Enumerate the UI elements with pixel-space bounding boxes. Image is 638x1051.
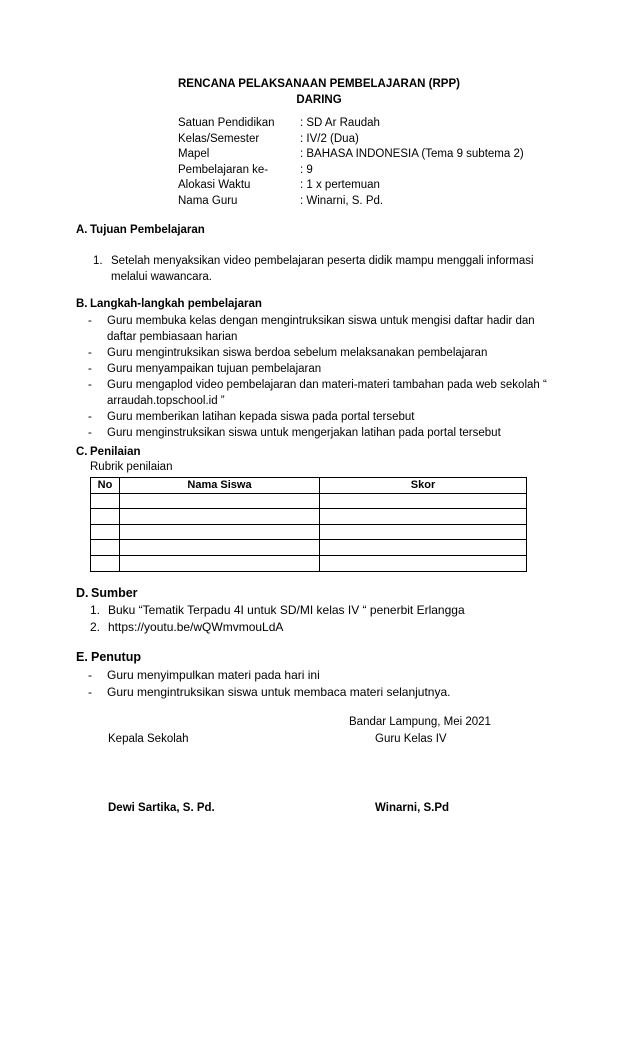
identity-label: Pembelajaran ke- bbox=[178, 163, 269, 176]
item-text-line: melalui wawancara. bbox=[111, 271, 212, 283]
item-text-line: Setelah menyaksikan video pembelajaran peserta didik mampu menggali informasi bbox=[111, 255, 534, 267]
section-c-heading bbox=[76, 446, 141, 458]
section-letter: B. bbox=[76, 298, 88, 310]
list-item bbox=[88, 409, 558, 425]
rubric-table bbox=[90, 477, 527, 572]
steps-list bbox=[88, 313, 558, 441]
item-number: 1. bbox=[93, 255, 103, 267]
section-e-heading bbox=[76, 650, 141, 664]
identity-label: Mapel bbox=[178, 148, 210, 161]
list-item bbox=[88, 361, 558, 377]
place-date: Bandar Lampung, Mei 2021 bbox=[349, 716, 491, 728]
item-text-line: daftar pembiasaan harian bbox=[107, 331, 238, 343]
table-cell[interactable] bbox=[320, 540, 527, 556]
table-cell[interactable] bbox=[120, 540, 320, 556]
bullet-dash: - bbox=[88, 685, 92, 699]
table-caption: Rubrik penilaian bbox=[90, 461, 173, 473]
bullet-dash: - bbox=[88, 411, 92, 423]
bullet-dash: - bbox=[88, 668, 92, 682]
column-header-no: No bbox=[91, 478, 120, 494]
identity-label: Kelas/Semester bbox=[178, 132, 260, 145]
principal-name: Dewi Sartika, S. Pd. bbox=[108, 802, 215, 814]
table-cell[interactable] bbox=[320, 493, 527, 509]
identity-value: : SD Ar Raudah bbox=[300, 117, 380, 129]
table-cell[interactable] bbox=[91, 540, 120, 556]
section-title: Penilaian bbox=[90, 446, 141, 458]
list-item bbox=[88, 345, 558, 361]
section-title: Sumber bbox=[91, 586, 138, 600]
item-text: Guru menyimpulkan materi pada hari ini bbox=[107, 668, 320, 682]
list-item bbox=[88, 377, 558, 409]
section-a-heading bbox=[76, 224, 205, 236]
column-header-score: Skor bbox=[320, 478, 527, 494]
table-cell[interactable] bbox=[120, 555, 320, 571]
bullet-dash: - bbox=[88, 379, 92, 391]
list-item bbox=[90, 602, 560, 619]
table-row bbox=[91, 493, 527, 509]
item-text-line: Guru membuka kelas dengan mengintruksikan siswa untuk mengisi daftar hadir dan bbox=[107, 315, 535, 327]
list-item bbox=[88, 425, 558, 441]
identity-value: : BAHASA INDONESIA (Tema 9 subtema 2) bbox=[300, 148, 524, 161]
table-cell[interactable] bbox=[91, 493, 120, 509]
table-row bbox=[91, 555, 527, 571]
table-cell[interactable] bbox=[120, 493, 320, 509]
objectives-list bbox=[93, 253, 563, 285]
identity-value: : IV/2 (Dua) bbox=[300, 132, 359, 145]
table-cell[interactable] bbox=[320, 509, 527, 525]
section-title: Penutup bbox=[91, 650, 141, 664]
section-title: Tujuan Pembelajaran bbox=[90, 224, 205, 236]
item-text: Buku “Tematik Terpadu 4I untuk SD/MI kelas IV “ penerbit Erlangga bbox=[108, 603, 465, 617]
item-text-line: arraudah.topschool.id ” bbox=[107, 395, 225, 407]
item-text-line: Guru menyampaikan tujuan pembelajaran bbox=[107, 363, 322, 375]
list-item bbox=[88, 667, 558, 684]
document-subtitle: DARING bbox=[296, 94, 342, 106]
table-row bbox=[91, 509, 527, 525]
teacher-name: Winarni, S.Pd bbox=[375, 802, 450, 814]
principal-role: Kepala Sekolah bbox=[108, 733, 189, 745]
identity-row bbox=[178, 132, 524, 148]
list-item bbox=[93, 253, 563, 285]
section-letter: D. bbox=[76, 586, 89, 600]
table-cell[interactable] bbox=[320, 555, 527, 571]
bullet-dash: - bbox=[88, 347, 92, 359]
table-row bbox=[91, 540, 527, 556]
item-text-line: Guru memberikan latihan kepada siswa pada portal tersebut bbox=[107, 411, 415, 423]
identity-row bbox=[178, 163, 524, 179]
identity-value: : 9 bbox=[300, 163, 313, 176]
bullet-dash: - bbox=[88, 427, 92, 439]
bullet-dash: - bbox=[88, 363, 92, 375]
list-item bbox=[88, 684, 558, 701]
item-number: 1. bbox=[90, 603, 101, 617]
item-text-line: Guru mengintruksikan siswa berdoa sebelum melaksanakan pembelajaran bbox=[107, 347, 488, 359]
identity-row bbox=[178, 116, 524, 132]
item-text-line: Guru menginstruksikan siswa untuk mengerjakan latihan pada portal tersebut bbox=[107, 427, 501, 439]
identity-label: Nama Guru bbox=[178, 194, 238, 207]
identity-label: Satuan Pendidikan bbox=[178, 117, 275, 129]
item-number: 2. bbox=[90, 620, 101, 634]
table-cell[interactable] bbox=[120, 509, 320, 525]
identity-value: : Winarni, S. Pd. bbox=[300, 194, 384, 207]
closing-list bbox=[88, 667, 558, 701]
table-header-row bbox=[91, 478, 527, 494]
column-header-name: Nama Siswa bbox=[120, 478, 320, 494]
table-cell[interactable] bbox=[91, 524, 120, 540]
identity-value: : 1 x pertemuan bbox=[300, 179, 380, 192]
identity-row bbox=[178, 147, 524, 163]
table-cell[interactable] bbox=[91, 555, 120, 571]
section-b-heading bbox=[76, 298, 262, 310]
identity-label: Alokasi Waktu bbox=[178, 179, 251, 192]
section-letter: A. bbox=[76, 224, 88, 236]
table-cell[interactable] bbox=[320, 524, 527, 540]
document-title: RENCANA PELAKSANAAN PEMBELAJARAN (RPP) bbox=[178, 78, 460, 90]
source-link[interactable]: https://youtu.be/wQWmvmouLdA bbox=[108, 620, 284, 634]
item-text-line: Guru mengaplod video pembelajaran dan materi-materi tambahan pada web sekolah “ bbox=[107, 379, 547, 391]
sources-list bbox=[90, 602, 560, 636]
item-text: Guru mengintruksikan siswa untuk membaca materi selanjutnya. bbox=[107, 685, 451, 699]
table-cell[interactable] bbox=[91, 509, 120, 525]
table-row bbox=[91, 524, 527, 540]
identity-row bbox=[178, 194, 524, 210]
identity-row bbox=[178, 178, 524, 194]
table-cell[interactable] bbox=[120, 524, 320, 540]
identity-block bbox=[178, 116, 524, 210]
teacher-role: Guru Kelas IV bbox=[375, 733, 447, 745]
bullet-dash: - bbox=[88, 315, 92, 327]
section-d-heading bbox=[76, 586, 138, 600]
section-letter: E. bbox=[76, 650, 88, 664]
list-item bbox=[88, 313, 558, 345]
section-title: Langkah-langkah pembelajaran bbox=[90, 298, 262, 310]
list-item bbox=[90, 619, 560, 636]
section-letter: C. bbox=[76, 446, 88, 458]
